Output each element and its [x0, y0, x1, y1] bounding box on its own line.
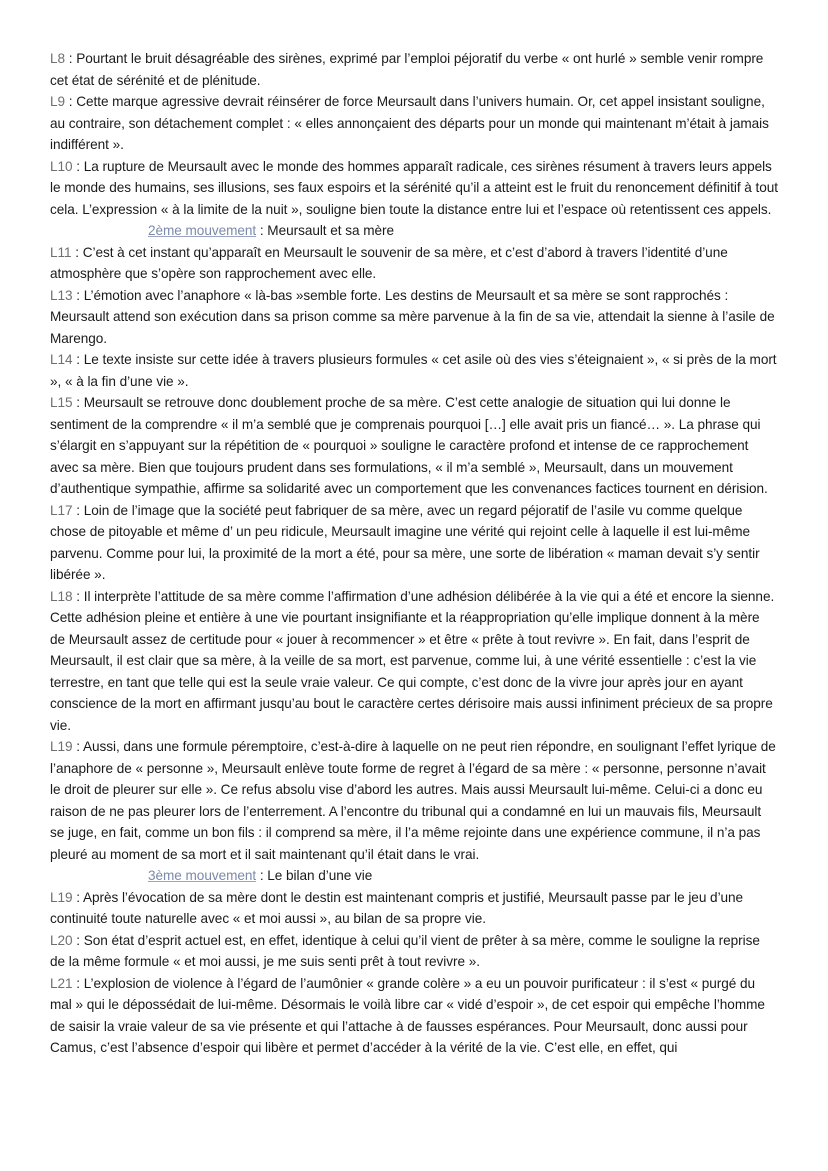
line-ref: L9: [50, 94, 66, 109]
ref-separator: :: [72, 395, 84, 410]
paragraph-l13: [50, 285, 778, 350]
ref-separator: :: [72, 975, 84, 991]
ref-separator: :: [72, 158, 84, 174]
paragraph-l20: [50, 930, 778, 973]
ref-separator: :: [65, 94, 77, 109]
line-ref: L8: [50, 51, 66, 66]
paragraph-text: Son état d’esprit actuel est, en effet, identique à celui qu’il vient de prêter à sa mère, comme le souligne la reprise de la même formule « et moi aussi, je me suis senti prêt à tout revivre ».: [50, 932, 760, 969]
paragraph-l9: [50, 91, 778, 156]
section-heading-3: [50, 865, 778, 887]
ref-separator: :: [72, 502, 84, 518]
paragraph-text: Il interprète l’attitude de sa mère comme l’affirmation d’une adhésion délibérée à la vie qui a été et encore la sienne. Cette adhésion pleine et entière à une vie pourtant insignifiante et la réappropriation qu’elle implique donnent à la mère de Meursault assez de certitude pour « jouer à recommencer » et être « prête à tout revivre ». En fait, dans l’esprit de Meursault, il est clair que sa mère, à la veille de sa mort, est parvenue, comme lui, à une vérité essentielle : c’est la vie terrestre, en tant que telle qui est la seule vraie valeur. Ce qui compte, c’est donc de la vivre jour après jour en ayant conscience de la mort en affirmant jusqu’au bout le caractère certes dérisoire mais aussi infiniment précieux de sa propre vie.: [50, 588, 775, 733]
paragraph-text: La rupture de Meursault avec le monde des hommes apparaît radicale, ces sirènes résument à travers leurs appels le monde des humains, ses illusions, ses faux espoirs et la sérénité qu’il a atteint est le fruit du renoncement définitif à tout cela. L’expression « à la limite de la nuit », souligne bien toute la distance entre lui et l’espace où retentissent ces appels.: [50, 158, 779, 217]
paragraph-text: Aussi, dans une formule péremptoire, c’est-à-dire à laquelle on ne peut rien répondre, en soulignant l’effet lyrique de l’anaphore de « personne », Meursault enlève toute forme de regret à l’égard de sa mère : « personne, personne n’avait le droit de pleurer sur elle ». Ce refus absolu vise d’abord les autres. Mais aussi Meursault lui-même. Celui-ci a donc eu raison de ne pas pleurer lors de l’enterrement. A l’encontre du tribunal qui a condamné en lui un mauvais fils, Meursault se juge, en fait, comme un bon fils : il comprend sa mère, il l’a même rejointe dans une expérience commune, il n’a pas pleuré au moment de sa mort et il sait maintenant qu’il était dans le vrai.: [50, 739, 776, 862]
line-ref: L14: [50, 352, 73, 367]
paragraph-text: Loin de l’image que la société peut fabriquer de sa mère, avec un regard péjoratif de l’asile vu comme quelque chose de pitoyable et même d’ un peu ridicule, Meursault imagine une vérité qui rejoint celle à laquelle il est lui-même parvenu. Comme pour lui, la proximité de la mort a été, pour sa mère, une sorte de libération « maman devait s’y sentir libérée ».: [50, 502, 760, 582]
ref-separator: :: [71, 244, 83, 260]
movement-title: Le bilan d’une vie: [267, 868, 373, 883]
ref-separator: :: [256, 223, 268, 238]
paragraph-l18: [50, 586, 778, 737]
paragraph-l19: [50, 736, 778, 865]
line-ref: L19: [50, 739, 73, 754]
paragraph-text: Pourtant le bruit désagréable des sirènes, exprimé par l’emploi péjoratif du verbe « ont hurlé » semble venir rompre cet état de sérénité et de plénitude.: [50, 51, 764, 88]
ref-separator: :: [72, 889, 83, 905]
paragraph-l8: [50, 48, 778, 91]
ref-separator: :: [256, 868, 268, 883]
paragraph-text: Meursault se retrouve donc doublement proche de sa mère. C’est cette analogie de situation qui lui donne le sentiment de la comprendre « il m’a semblé que je comprenais pourquoi […] elle avait pris un fiancé… ». La phrase qui s’élargit en s’appuyant sur la répétition de « pourquoi » souligne le caractère profond et intense de ce rapprochement avec sa mère. Bien que toujours prudent dans ses formulations, « il m’a semblé », Meursault, dans un mouvement d’authentique sympathie, affirme sa solidarité avec un comportement que les convenances factices tournent en dérision.: [50, 395, 768, 496]
ref-separator: :: [65, 51, 77, 66]
paragraph-text: Cette marque agressive devrait réinsérer de force Meursault dans l’univers humain. Or, cet appel insistant souligne, au contraire, son détachement complet : « elles annonçaient des départs pour un monde qui maintenant m’était à jamais indifférent ».: [50, 94, 769, 152]
paragraph-l19-bis: [50, 887, 778, 930]
paragraph-l11: [50, 242, 778, 285]
ref-separator: :: [72, 352, 84, 367]
line-ref: L13: [50, 287, 73, 303]
paragraph-text: Le texte insiste sur cette idée à travers plusieurs formules « cet asile où des vies s’éteignaient », « si près de la mort », « à la fin d’une vie ».: [50, 352, 777, 389]
paragraph-l14: [50, 349, 778, 392]
line-ref: L18: [50, 588, 73, 604]
line-ref: L19: [50, 889, 73, 905]
line-ref: L17: [50, 502, 73, 518]
paragraph-l21: [50, 973, 778, 1059]
section-heading-2: [50, 220, 778, 242]
paragraph-text: Après l’évocation de sa mère dont le destin est maintenant compris et justifié, Meursault passe par le jeu d’une continuité toute naturelle avec « et moi aussi », au bilan de sa propre vie.: [50, 889, 744, 926]
paragraph-text: L’explosion de violence à l’égard de l’aumônier « grande colère » a eu un pouvoir purificateur : il s’est « purgé du mal » qui le dépossédait de lui-même. Désormais le voilà libre car « vidé d’espoir », de cet espoir qui empêche l’homme de saisir la vraie valeur de sa vie présente et qui l’attache à de fausses espérances. Pour Meursault, donc aussi pour Camus, c’est l’absence d’espoir qui libère et permet d’accéder à la vérité de la vie. C’est elle, en effet, qui: [50, 975, 765, 1055]
paragraph-text: C’est à cet instant qu’apparaît en Meursault le souvenir de sa mère, et c’est d’abord à travers l’identité d’une atmosphère que s’opère son rapprochement avec elle.: [50, 244, 728, 281]
line-ref: L10: [50, 158, 73, 174]
line-ref: L21: [50, 975, 73, 991]
ref-separator: :: [72, 932, 84, 948]
line-ref: L11: [50, 244, 72, 260]
ref-separator: :: [72, 739, 83, 754]
movement-label: 3ème mouvement: [148, 868, 257, 883]
line-ref: L15: [50, 395, 73, 410]
document-page: [50, 48, 778, 1059]
movement-label: 2ème mouvement: [148, 223, 257, 238]
paragraph-l15: [50, 392, 778, 500]
movement-title: Meursault et sa mère: [267, 223, 394, 238]
paragraph-text: L’émotion avec l’anaphore « là-bas »semble forte. Les destins de Meursault et sa mère se sont rapprochés : Meursault attend son exécution dans sa prison comme sa mère parvenue à la fin de sa vie, attendait la sienne à l’asile de Marengo.: [50, 287, 775, 346]
paragraph-l17: [50, 500, 778, 586]
ref-separator: :: [72, 588, 84, 604]
ref-separator: :: [72, 287, 84, 303]
paragraph-l10: [50, 156, 778, 221]
line-ref: L20: [50, 932, 73, 948]
